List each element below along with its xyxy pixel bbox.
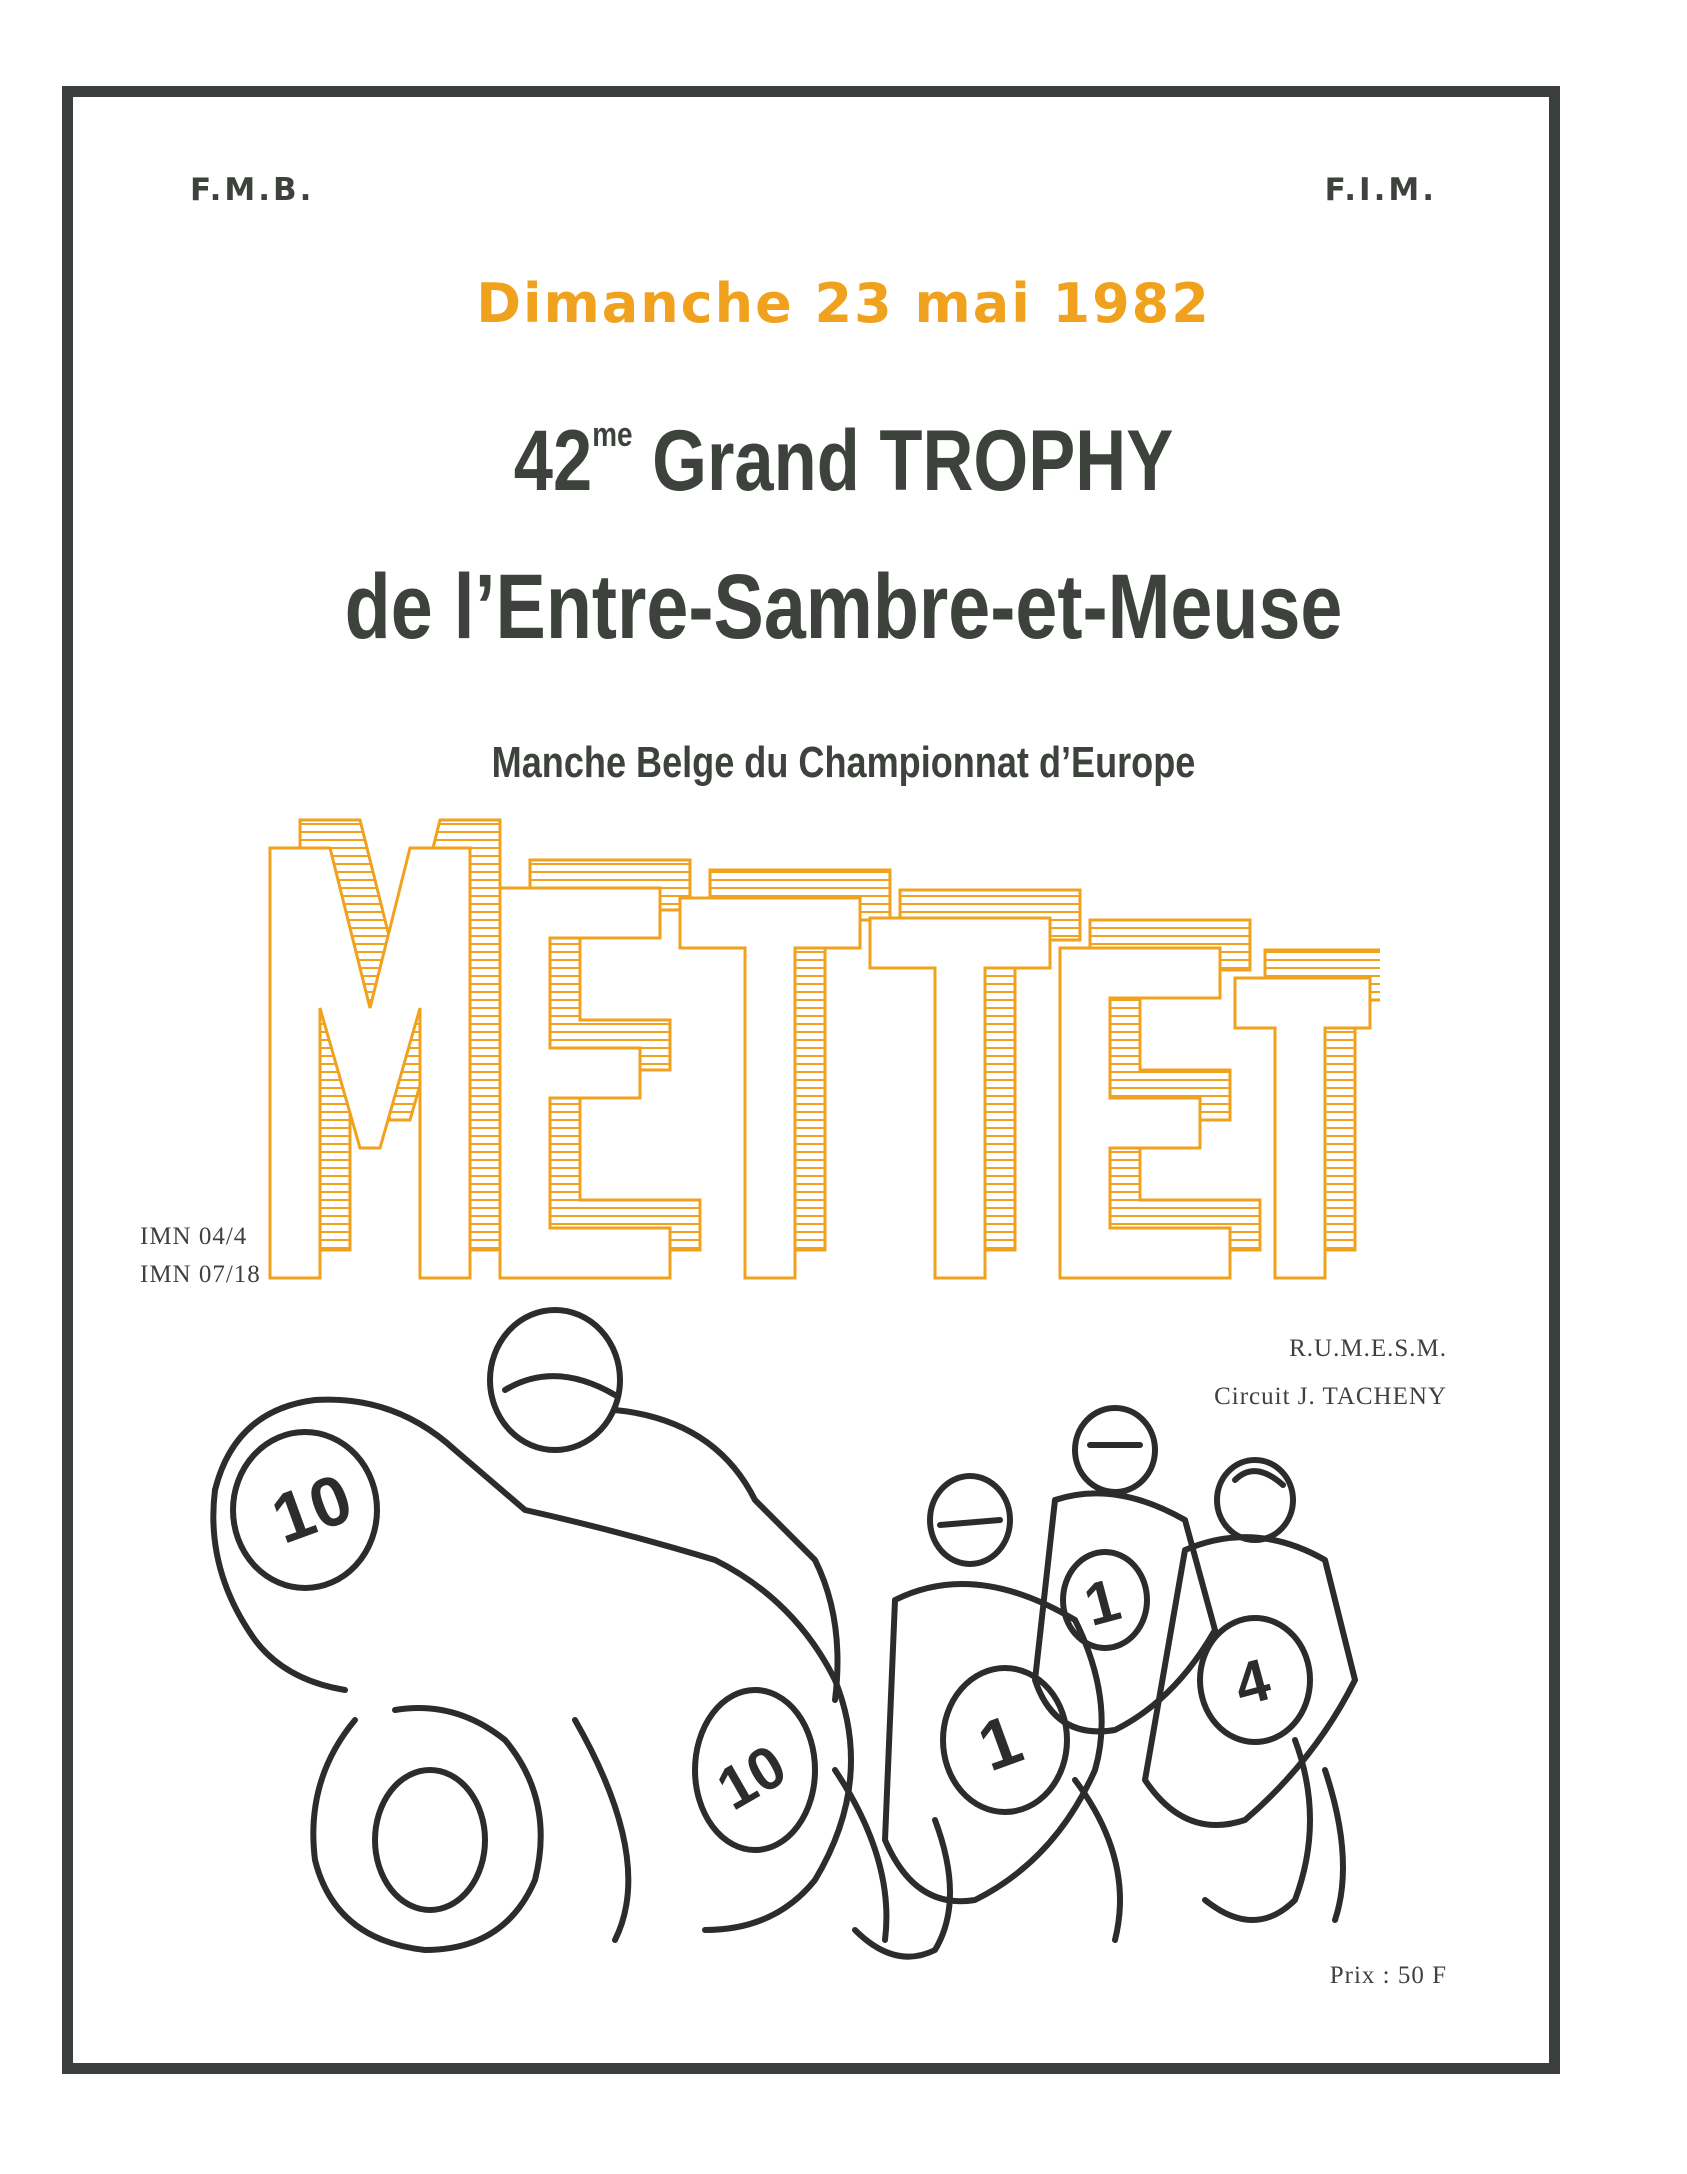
event-date: Dimanche 23 mai 1982 [476, 272, 1211, 335]
edition-suffix: me [592, 416, 633, 454]
imn-code: IMN 07/18 [140, 1261, 261, 1288]
imn-codes [140, 1218, 261, 1294]
fmb-label: F.M.B. [190, 172, 315, 208]
subtitle: Manche Belge du Championnat d’Europe [491, 738, 1196, 787]
title-line-1-rest: Grand TROPHY [652, 413, 1174, 509]
price-label: Prix : 50 F [1329, 1962, 1447, 1989]
fim-label: F.I.M. [1324, 172, 1437, 208]
rider-number: 1 [968, 1699, 1032, 1787]
title-line-1 [152, 412, 1535, 511]
rider-number: 4 [1227, 1645, 1277, 1719]
club-name: R.U.M.E.S.M. [1289, 1335, 1447, 1362]
circuit-name: Circuit J. TACHENY [1214, 1383, 1447, 1410]
edition-number: 42 [513, 413, 593, 509]
imn-code: IMN 04/4 [140, 1223, 248, 1250]
rider-rear-middle [1035, 1408, 1215, 1731]
motorcycle-racers-illustration [195, 1300, 1435, 1960]
letter-t [680, 898, 860, 1278]
mettet-logo [260, 808, 1380, 1308]
letter-t [870, 918, 1050, 1278]
title-line-2: de l’Entre-Sambre-et-Meuse [344, 556, 1343, 658]
rider-number: 1 [1077, 1565, 1127, 1639]
rider-front [213, 1310, 886, 1950]
rider-number: 10 [261, 1458, 362, 1559]
rider-number: 10 [705, 1731, 798, 1823]
